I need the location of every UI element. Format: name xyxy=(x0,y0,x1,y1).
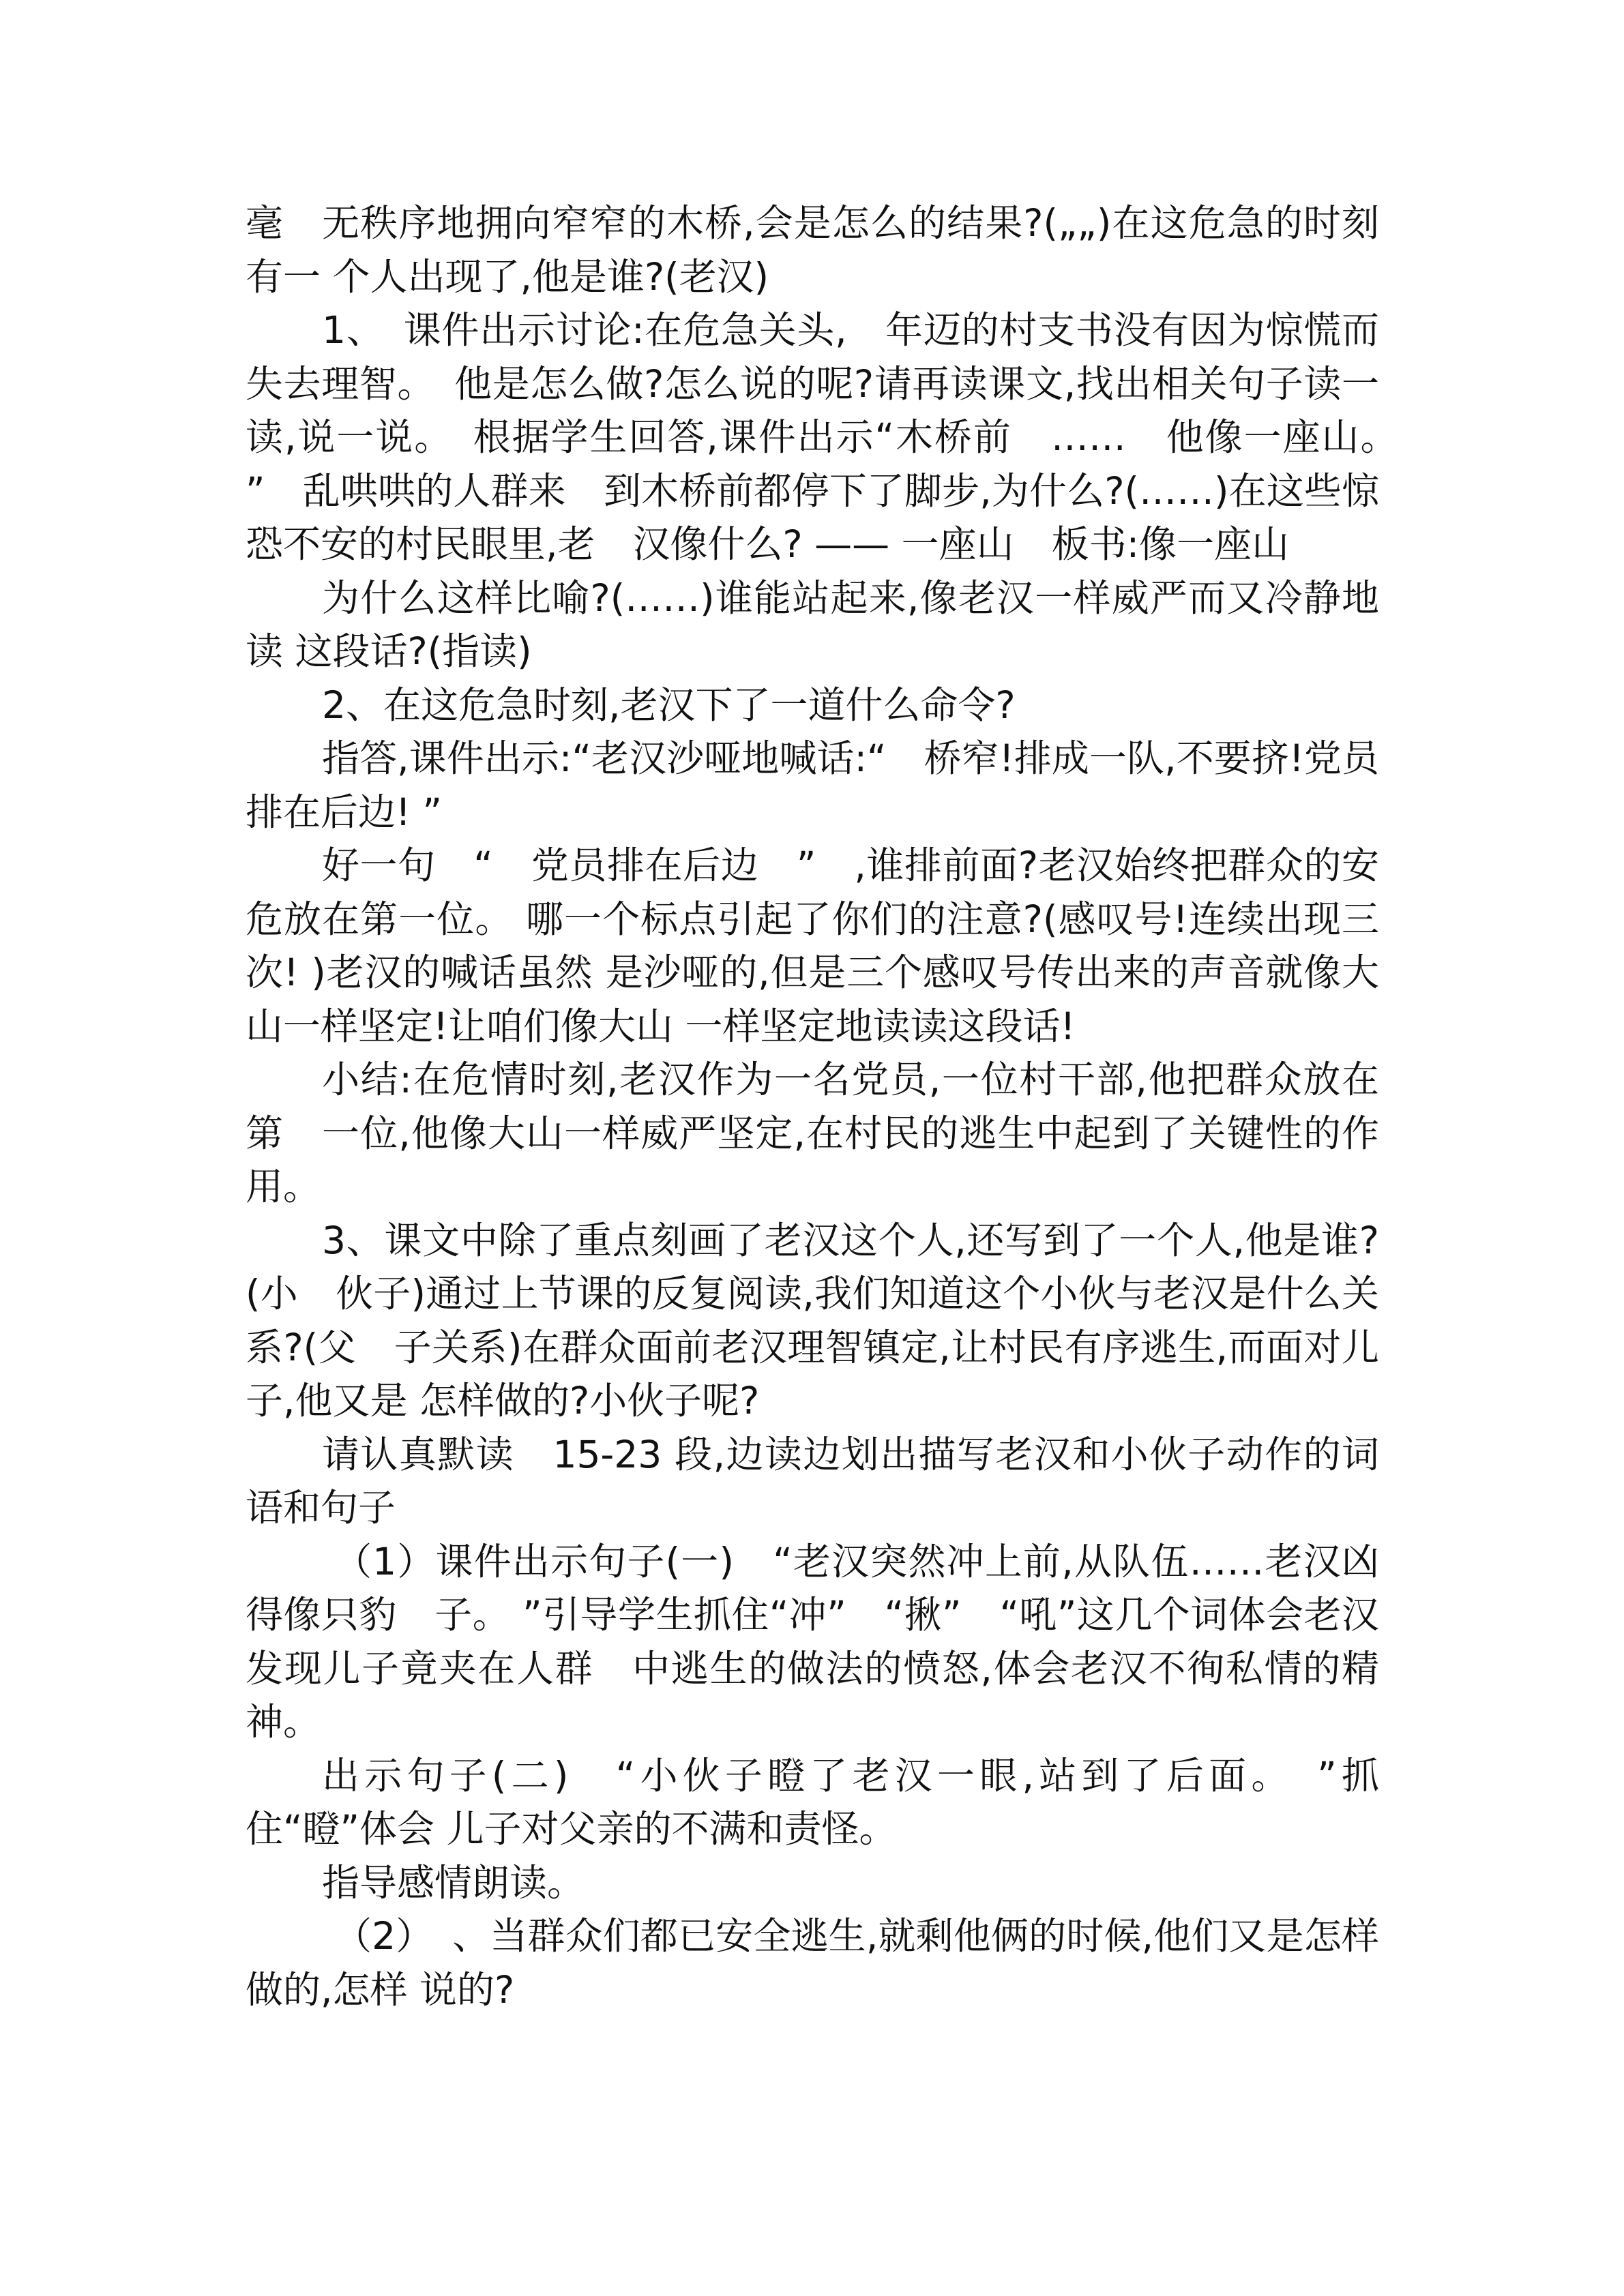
paragraph-2: 1、 课件出示讨论:在危急关头, 年迈的村支书没有因为惊慌而失去理智。 他是怎么做?怎么说的呢?请再读课文,找出相关句子读一读,说一说。 根据学生回答,课件出示“木桥前 …… 他像一座山。 ” 乱哄哄的人群来 到木桥前都停下了脚步,为什么?(……)在这些惊恐不安的村民眼里,老 汉像什么? —— 一座山 板书:像一座山 xyxy=(246,308,1417,566)
paragraph-3: 为什么这样比喻?(……)谁能站起来,像老汉一样威严而又冷静地读 这段话?(指读) xyxy=(246,576,1379,673)
paragraph-12: 指导感情朗读。 xyxy=(322,1860,585,1905)
paragraph-4: 2、在这危急时刻,老汉下了一道什么命令? xyxy=(322,683,1016,727)
paragraph-1: 毫 无秩序地拥向窄窄的木桥,会是怎么的结果?(„„)在这危急的时刻有一 个人出现了,他是谁?(老汉) xyxy=(246,201,1379,299)
paragraph-5: 指答,课件出示:“老汉沙哑地喊话:“ 桥窄!排成一队,不要挤!党员 排在后边! ” xyxy=(246,736,1391,834)
paragraph-8: 3、课文中除了重点刻画了老汉这个人,还写到了一个人,他是谁?(小 伙子)通过上节课的反复阅读,我们知道这个小伙与老汉是什么关系?(父 子关系)在群众面前老汉理智镇定,让村民有序逃生,而面对儿子,他又是 怎样做的?小伙子呢? xyxy=(246,1218,1379,1422)
paragraph-7: 小结:在危情时刻,老汉作为一名党员,一位村干部,他把群众放在第 一位,他像大山一样威严坚定,在村民的逃生中起到了关键性的作用。 xyxy=(246,1058,1379,1208)
paragraph-9: 请认真默读 15-23 段,边读边划出描写老汉和小伙子动作的词语和句子 xyxy=(246,1432,1379,1530)
paragraph-11: 出示句子(二) “小伙子瞪了老汉一眼,站到了后面。 ”抓住“瞪”体会 儿子对父亲的不满和责怪。 xyxy=(246,1753,1379,1851)
paragraph-6: 好一句 “ 党员排在后边 ” ,谁排前面?老汉始终把群众的安危放在第一位。 哪一个标点引起了你们的注意?(感叹号!连续出现三次! )老汉的喊话虽然 是沙哑的,但是三个感叹号传出来的声音就像大山一样坚定!让咱们像大山 一样坚定地读读这段话! xyxy=(246,844,1379,1048)
paragraph-10: （1）课件出示句子(一) “老汉突然冲上前,从队伍……老汉凶得像只豹 子。 ”引导学生抓住“冲” “揪” “吼”这几个词体会老汉发现儿子竟夹在人群 中逃生的做法的愤怒,体会老汉不徇私情的精神。 xyxy=(246,1539,1379,1744)
paragraph-13: （2） 、当群众们都已安全逃生,就剩他俩的时候,他们又是怎样做的,怎样 说的? xyxy=(246,1914,1379,2012)
document-body xyxy=(246,196,1417,2016)
